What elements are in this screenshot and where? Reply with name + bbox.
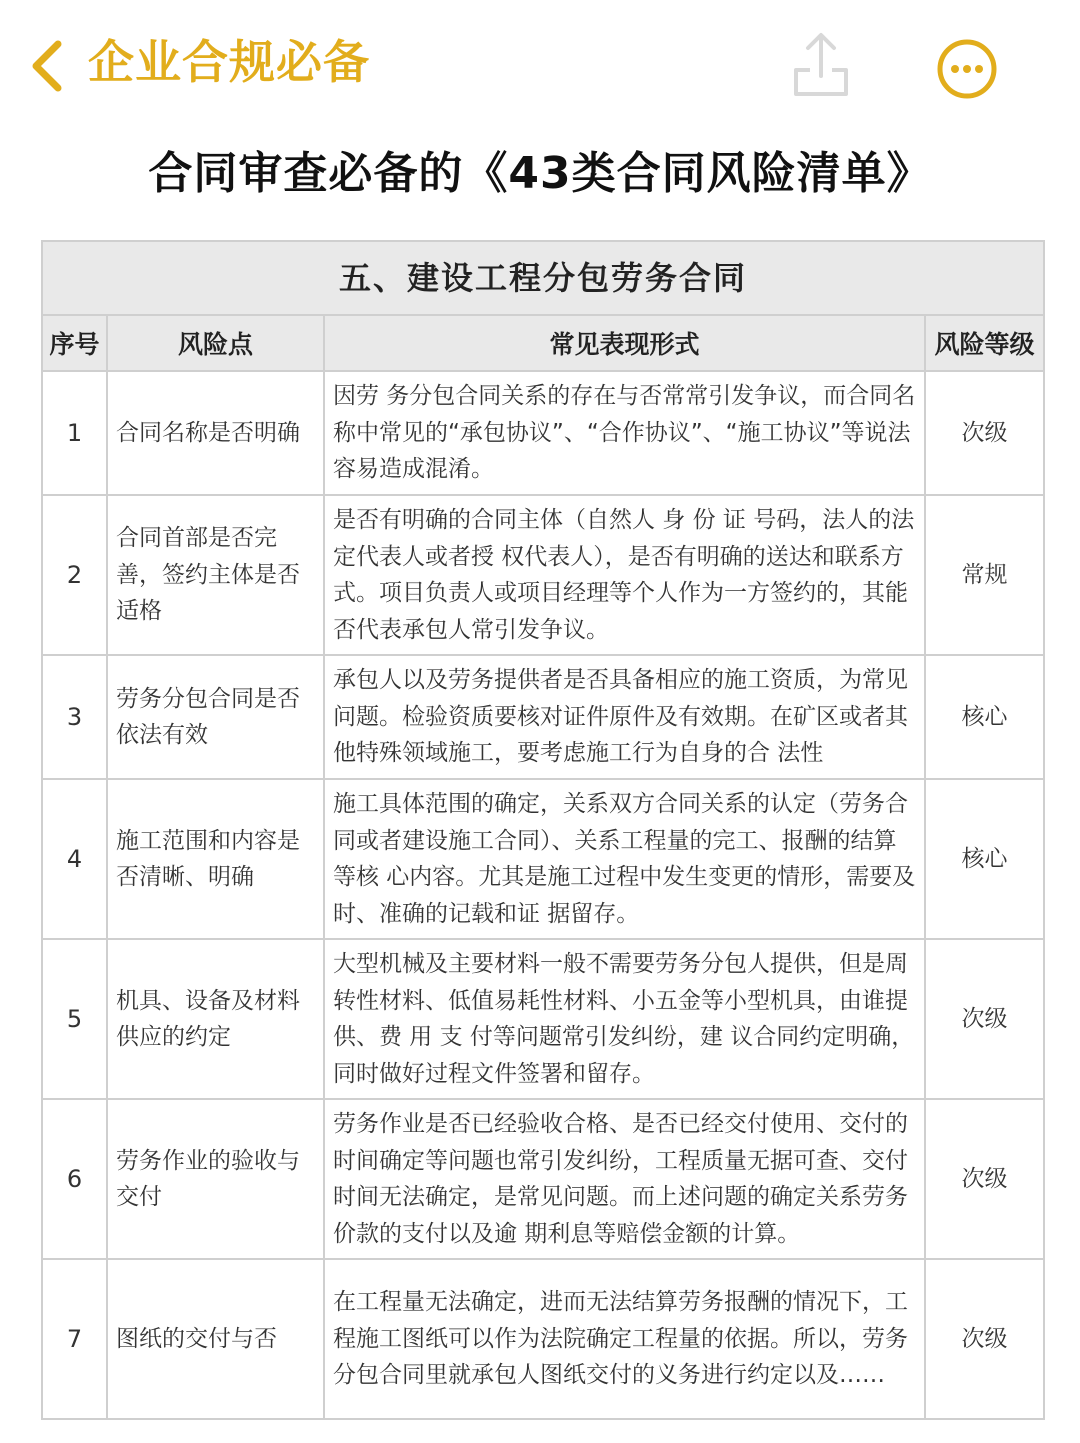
row-index: 5	[42, 939, 107, 1099]
nav-title: 企业合规必备	[88, 35, 370, 89]
chevron-left-icon[interactable]	[28, 38, 68, 94]
row-risk: 合同首部是否完善，签约主体是否适格	[107, 495, 324, 655]
row-index: 2	[42, 495, 107, 655]
share-icon[interactable]	[792, 30, 850, 98]
table-row	[42, 1099, 1044, 1259]
row-risk: 施工范围和内容是否清晰、明确	[107, 779, 324, 939]
row-description: 劳务作业是否已经验收合格、是否已经交付使用、交付的时间确定等问题也常引发纠纷，工程质量无据可查、交付时间无法确定，是常见问题。而上述问题的确定关系劳务价款的支付以及逾 期利息等赔偿金额的计算。	[324, 1099, 925, 1259]
table-row	[42, 371, 1044, 495]
row-risk: 劳务作业的验收与交付	[107, 1099, 324, 1259]
table-row	[42, 495, 1044, 655]
more-icon[interactable]	[936, 38, 998, 100]
row-index: 7	[42, 1259, 107, 1419]
row-level: 次级	[925, 939, 1044, 1099]
header-risk: 风险点	[107, 315, 324, 371]
row-description: 因劳 务分包合同关系的存在与否常常引发争议，而合同名称中常见的“承包协议”、“合作协议”、“施工协议”等说法容易造成混淆。	[324, 371, 925, 495]
header-level: 风险等级	[925, 315, 1044, 371]
table-row	[42, 939, 1044, 1099]
row-level: 次级	[925, 371, 1044, 495]
row-level: 次级	[925, 1099, 1044, 1259]
section-title: 五、建设工程分包劳务合同	[42, 241, 1044, 315]
row-index: 3	[42, 655, 107, 779]
row-description: 大型机械及主要材料一般不需要劳务分包人提供，但是周转性材料、低值易耗性材料、小五金等小型机具，由谁提供、费 用 支 付等问题常引发纠纷，建 议合同约定明确，同时做好过程文件签署和留存。	[324, 939, 925, 1099]
nav-bar	[0, 0, 1080, 130]
table-row	[42, 655, 1044, 779]
row-risk: 合同名称是否明确	[107, 371, 324, 495]
row-description: 承包人以及劳务提供者是否具备相应的施工资质，为常见问题。检验资质要核对证件原件及有效期。在矿区或者其他特殊领域施工，要考虑施工行为自身的合 法性	[324, 655, 925, 779]
table-row	[42, 779, 1044, 939]
row-risk: 劳务分包合同是否依法有效	[107, 655, 324, 779]
header-index: 序号	[42, 315, 107, 371]
row-index: 1	[42, 371, 107, 495]
row-index: 6	[42, 1099, 107, 1259]
document-title: 合同审查必备的《43类合同风险清单》	[148, 148, 932, 199]
row-description: 施工具体范围的确定，关系双方合同关系的认定（劳务合同或者建设施工合同）、关系工程量的完工、报酬的结算等核 心内容。尤其是施工过程中发生变更的情形，需要及时、准确的记载和证 据留存。	[324, 779, 925, 939]
row-description: 是否有明确的合同主体（自然人 身 份 证 号码，法人的法定代表人或者授 权代表人），是否有明确的送达和联系方式。项目负责人或项目经理等个人作为一方签约的，其能否代表承包人常引发争议。	[324, 495, 925, 655]
row-level: 核心	[925, 779, 1044, 939]
row-level: 核心	[925, 655, 1044, 779]
row-level: 次级	[925, 1259, 1044, 1419]
row-description: 在工程量无法确定，进而无法结算劳务报酬的情况下，工程施工图纸可以作为法院确定工程量的依据。所以，劳务分包合同里就承包人图纸交付的义务进行约定以及……	[324, 1259, 925, 1419]
header-description: 常见表现形式	[324, 315, 925, 371]
row-index: 4	[42, 779, 107, 939]
row-risk: 图纸的交付与否	[107, 1259, 324, 1419]
row-risk: 机具、设备及材料供应的约定	[107, 939, 324, 1099]
table-row	[42, 1259, 1044, 1419]
risk-table	[41, 240, 1045, 1420]
row-level: 常规	[925, 495, 1044, 655]
table-header-row	[42, 315, 1044, 371]
